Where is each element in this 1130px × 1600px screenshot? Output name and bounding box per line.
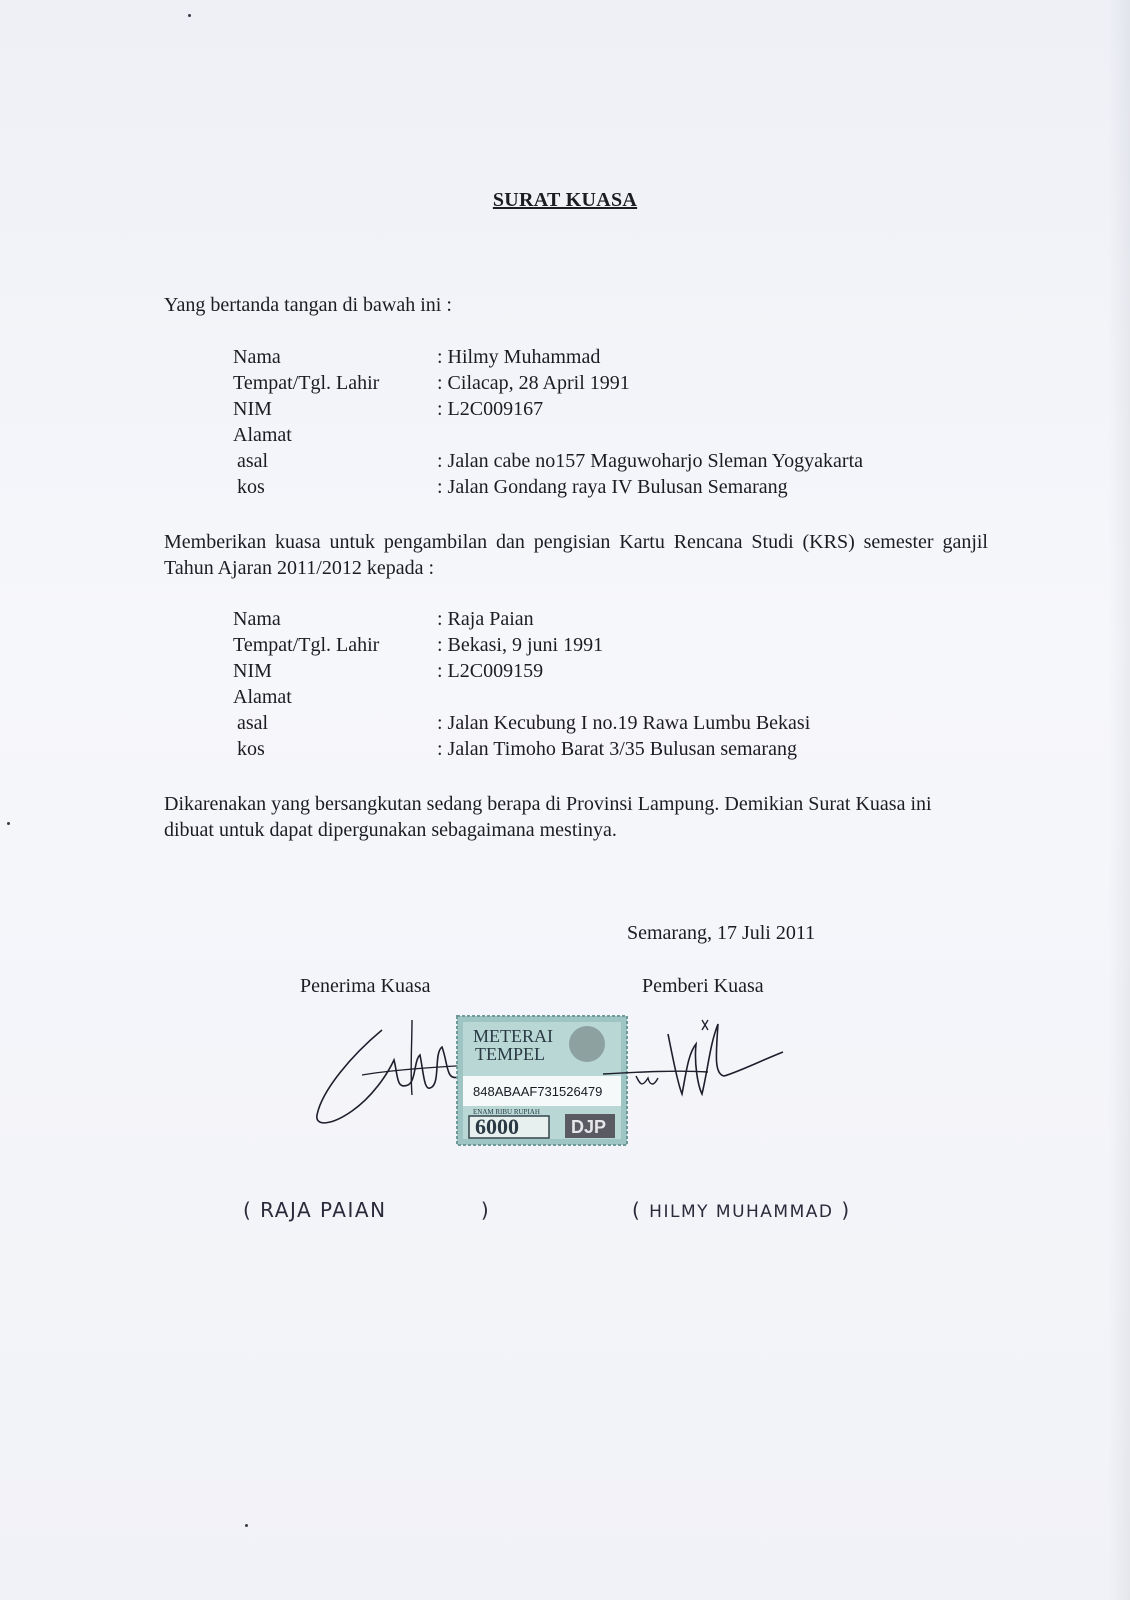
grantee-origin-row	[233, 710, 810, 736]
intro-text: Yang bertanda tangan di bawah ini :	[164, 294, 452, 316]
field-label: asal	[237, 712, 269, 734]
grantor-kos-address: : Jalan Gondang raya IV Bulusan Semarang	[437, 476, 788, 498]
giver-signature	[598, 1014, 788, 1114]
stamp-amount-words: ENAM RIBU RUPIAH	[473, 1108, 540, 1116]
grantee-name: : Raja Paian	[437, 608, 534, 630]
grantor-nim: : L2C009167	[437, 398, 544, 420]
grantee-kos-address: : Jalan Timoho Barat 3/35 Bulusan semarang	[437, 738, 797, 760]
grantee-birth-row	[233, 632, 810, 658]
grantee-nim-row	[233, 658, 810, 684]
grantee-birth: : Bekasi, 9 juni 1991	[437, 634, 604, 656]
field-label: NIM	[233, 398, 272, 420]
giver-name: HILMY MUHAMMAD	[649, 1202, 834, 1222]
grantor-birth: : Cilacap, 28 April 1991	[437, 372, 630, 394]
grantor-details	[233, 344, 863, 500]
field-label: kos	[237, 476, 265, 498]
field-label: Alamat	[233, 424, 292, 446]
receiver-name-handwritten: ( RAJA PAIAN )	[243, 1198, 491, 1222]
field-label: kos	[237, 738, 265, 760]
field-label: asal	[237, 450, 269, 472]
field-label: Tempat/Tgl. Lahir	[233, 634, 380, 656]
field-label: Nama	[233, 346, 281, 368]
paper-edge-shadow	[1108, 0, 1130, 1600]
grantor-name: : Hilmy Muhammad	[437, 346, 601, 368]
stamp-line2: TEMPEL	[475, 1044, 545, 1064]
place-date: Semarang, 17 Juli 2011	[627, 922, 816, 944]
grantor-address-row	[233, 422, 863, 448]
stamp-serial: 848ABAAF731526479	[473, 1084, 603, 1099]
field-label: Tempat/Tgl. Lahir	[233, 372, 380, 394]
stamp-amount: 6000	[475, 1114, 519, 1139]
stamp-line1: METERAI	[473, 1026, 553, 1046]
purpose-text: Memberikan kuasa untuk pengambilan dan pengisian Kartu Rencana Studi (KRS) semester ganjil Tahun Ajaran 2011/2012 kepada :	[164, 531, 988, 579]
grantor-name-row	[233, 344, 863, 370]
speck	[245, 1524, 248, 1527]
giver-name-handwritten: ( HILMY MUHAMMAD )	[632, 1198, 851, 1222]
document-title: SURAT KUASA	[492, 189, 638, 211]
speck	[7, 822, 10, 825]
grantor-origin-row	[233, 448, 863, 474]
closing-text: Dikarenakan yang bersangkutan sedang berapa di Provinsi Lampung. Demikian Surat Kuasa ini dibuat untuk dapat dipergunakan sebagaimana mestinya.	[164, 793, 932, 841]
grantor-birth-row	[233, 370, 863, 396]
stamp-issuer: DJP	[571, 1117, 607, 1137]
grantee-nim: : L2C009159	[437, 660, 544, 682]
grantee-address-row	[233, 684, 810, 710]
receiver-role-label: Penerima Kuasa	[300, 975, 431, 997]
giver-role-label: Pemberi Kuasa	[642, 975, 764, 997]
grantee-name-row	[233, 606, 810, 632]
grantor-nim-row	[233, 396, 863, 422]
field-label: Alamat	[233, 686, 292, 708]
grantee-kos-row	[233, 736, 810, 762]
field-label: Nama	[233, 608, 281, 630]
grantee-origin-address: : Jalan Kecubung I no.19 Rawa Lumbu Bekasi	[437, 712, 811, 734]
grantor-origin-address: : Jalan cabe no157 Maguwoharjo Sleman Yogyakarta	[437, 450, 864, 472]
receiver-name: RAJA PAIAN	[260, 1198, 387, 1222]
field-label: NIM	[233, 660, 272, 682]
speck	[188, 14, 191, 17]
grantor-kos-row	[233, 474, 863, 500]
grantee-details	[233, 606, 810, 762]
